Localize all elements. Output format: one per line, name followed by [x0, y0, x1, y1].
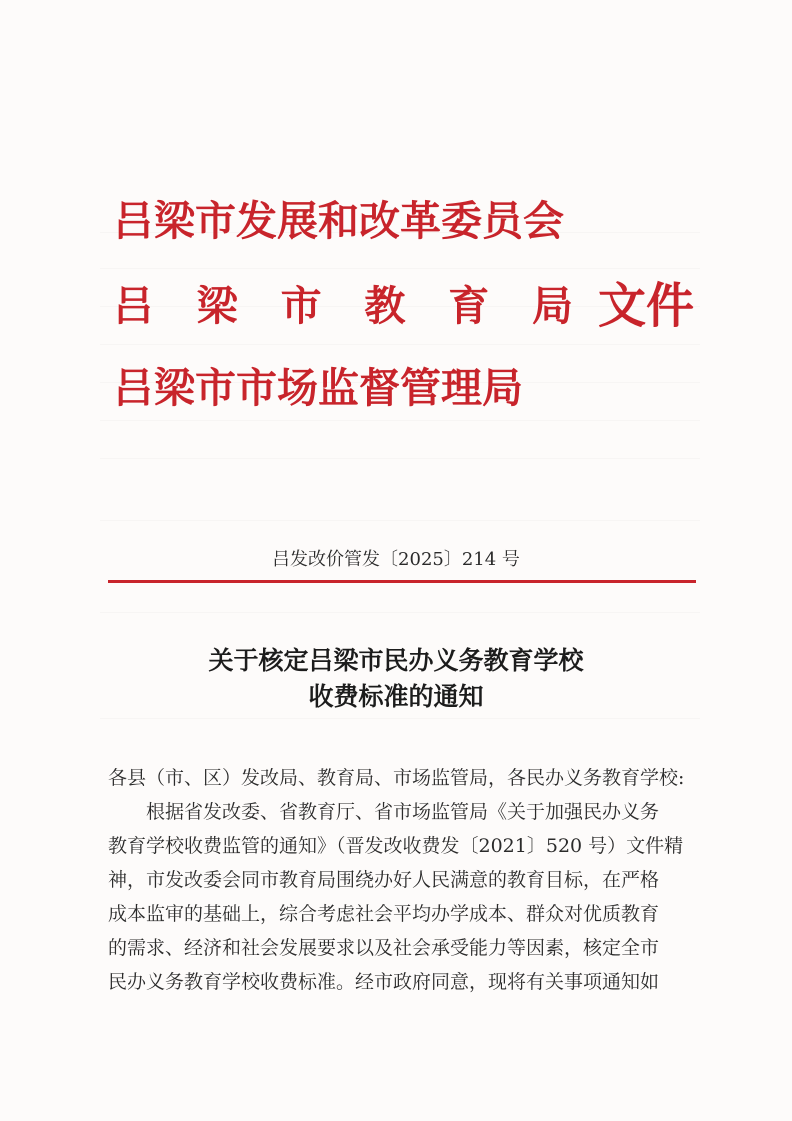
body-line: 教育学校收费监管的通知》（晋发改收费发〔2021〕520 号）文件精 [108, 835, 684, 857]
bleed-line [100, 520, 700, 521]
issuer-line-3: 吕梁市市场监督管理局 [113, 364, 523, 412]
document-number: 吕发改价管发〔2025〕214 号 [272, 549, 520, 570]
issuer-line-2-char: 教 [364, 282, 406, 330]
bleed-line [100, 718, 700, 719]
issuer-line-2-char: 市 [280, 282, 322, 330]
red-separator-line [108, 580, 696, 583]
body-line: 根据省发改委、省教育厅、省市场监管局《关于加强民办义务 [146, 801, 660, 823]
salutation: 各县（市、区）发改局、教育局、市场监管局，各民办义务教育学校: [108, 767, 685, 789]
notice-title-line-1: 关于核定吕梁市民办义务教育学校 [208, 646, 584, 675]
bleed-line [100, 420, 700, 421]
issuer-line-2-char: 吕 [113, 282, 154, 330]
issuer-line-2-char: 育 [448, 282, 490, 330]
issuer-line-1: 吕梁市发展和改革委员会 [113, 197, 564, 245]
body-line: 民办义务教育学校收费标准。经市政府同意，现将有关事项通知如 [108, 971, 660, 993]
body-line: 的需求、经济和社会发展要求以及社会承受能力等因素，核定全市 [108, 937, 660, 959]
bleed-line [100, 612, 700, 613]
issuer-line-2-char: 局 [531, 282, 573, 330]
issuer-line-2 [113, 281, 573, 331]
issuer-line-2-char: 梁 [196, 282, 238, 330]
bleed-line [100, 458, 700, 459]
document-type-label: 文件 [598, 278, 695, 334]
bleed-line [100, 344, 700, 345]
body-line: 成本监审的基础上，综合考虑社会平均办学成本、群众对优质教育 [108, 903, 660, 925]
body-line: 神，市发改委会同市教育局围绕办好人民满意的教育目标，在严格 [108, 869, 660, 891]
bleed-line [100, 268, 700, 269]
notice-title-line-2: 收费标准的通知 [308, 682, 484, 711]
